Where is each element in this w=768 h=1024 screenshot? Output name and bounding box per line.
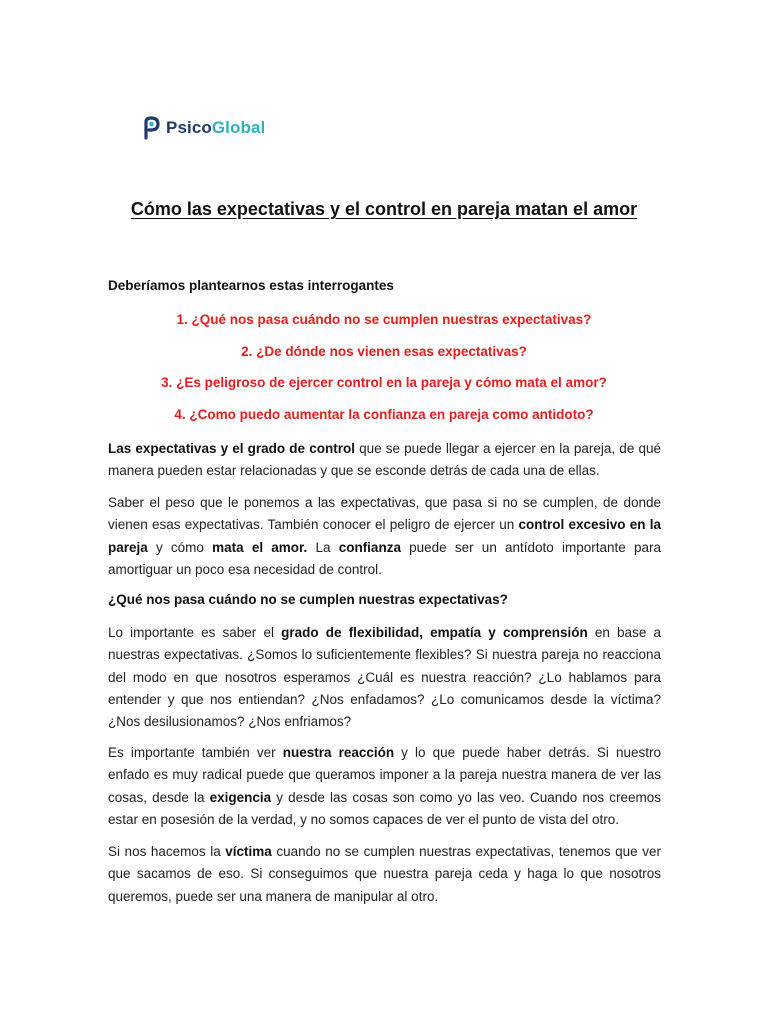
- bold-phrase: control excesivo en la pareja: [108, 517, 661, 555]
- intro-text: Deberíamos plantearnos estas interrogantes: [108, 278, 394, 293]
- paragraph-4: [108, 742, 661, 831]
- paragraph-1: [108, 438, 661, 483]
- paragraph-3: [108, 622, 661, 733]
- text-run: Lo importante es saber el: [108, 625, 282, 640]
- text-run: puede ser un antídoto importante para amortiguar un poco esa necesidad de control.: [108, 539, 661, 577]
- text-run: que se puede llegar a ejercer en la pareja, de qué manera pueden estar relacionadas y que se esconde detrás de cada una de ellas.: [108, 441, 661, 479]
- text-run: cuando no se cumplen nuestras expectativas, tenemos que ver que sacamos de eso. Si conseguimos que nuestra pareja ceda y haga lo que nosotros queremos, puede ser una manera de manipular al otro.: [108, 844, 661, 904]
- paragraph-2: [108, 492, 661, 581]
- question-4: 4. ¿Como puedo aumentar la confianza en pareja como antidoto?: [174, 407, 594, 422]
- brand-name-part1: Psico: [166, 118, 212, 137]
- bold-phrase: nuestra reacción: [282, 745, 395, 760]
- psicoglobal-logo-icon: [142, 116, 162, 140]
- question-3: 3. ¿Es peligroso de ejercer control en la pareja y cómo mata el amor?: [161, 375, 607, 390]
- text-run: Es importante también ver: [108, 745, 283, 760]
- question-1: 1. ¿Qué nos pasa cuándo no se cumplen nuestras expectativas?: [176, 312, 592, 327]
- document-title: Cómo las expectativas y el control en pareja matan el amor: [130, 199, 638, 219]
- bold-phrase: Las expectativas y el grado de control: [108, 441, 355, 456]
- text-run: y desde las cosas son como yo las veo. Cuando nos creemos estar en posesión de la verdad, y no somos capaces de ver el punto de vista del otro.: [108, 789, 662, 827]
- bold-phrase: exigencia: [209, 789, 272, 805]
- text-run: y lo que puede haber detrás. Si nuestro enfado es muy radical puede que queramos imponer a la pareja nuestra manera de ver las cosas, desde la: [108, 745, 661, 805]
- section-heading: ¿Qué nos pasa cuándo no se cumplen nuestras expectativas?: [108, 592, 508, 607]
- paragraph-5: [108, 841, 661, 908]
- text-run: Saber el peso que le ponemos a las expectativas, que pasa si no se cumplen, de donde vienen esas expectativas. También conocer el peligro de ejercer un: [108, 495, 661, 533]
- text-run: y cómo: [147, 539, 213, 555]
- question-2: 2. ¿De dónde nos vienen esas expectativas?: [241, 344, 527, 359]
- brand-name: [166, 116, 265, 140]
- text-run: en base a nuestras expectativas. ¿Somos lo suficientemente flexibles? Si nuestra pareja no reacciona del modo en que nosotros esperamos ¿Cuál es nuestra reacción? ¿Lo hablamos para entender y que nos entiendan? ¿Nos enfadamos? ¿Lo comunicamos desde la víctima? ¿Nos desilusionamos? ¿Nos enfriamos?: [108, 625, 661, 730]
- bold-phrase: mata el amor.: [212, 539, 308, 555]
- text-run: La: [307, 539, 339, 555]
- bold-phrase: grado de flexibilidad, empatía y comprensión: [281, 625, 588, 640]
- text-run: Si nos hacemos la: [108, 844, 226, 859]
- brand-name-part2: Global: [211, 118, 266, 137]
- brand-logo: [142, 112, 265, 144]
- bold-phrase: confianza: [338, 539, 401, 555]
- bold-phrase: víctima: [225, 844, 272, 859]
